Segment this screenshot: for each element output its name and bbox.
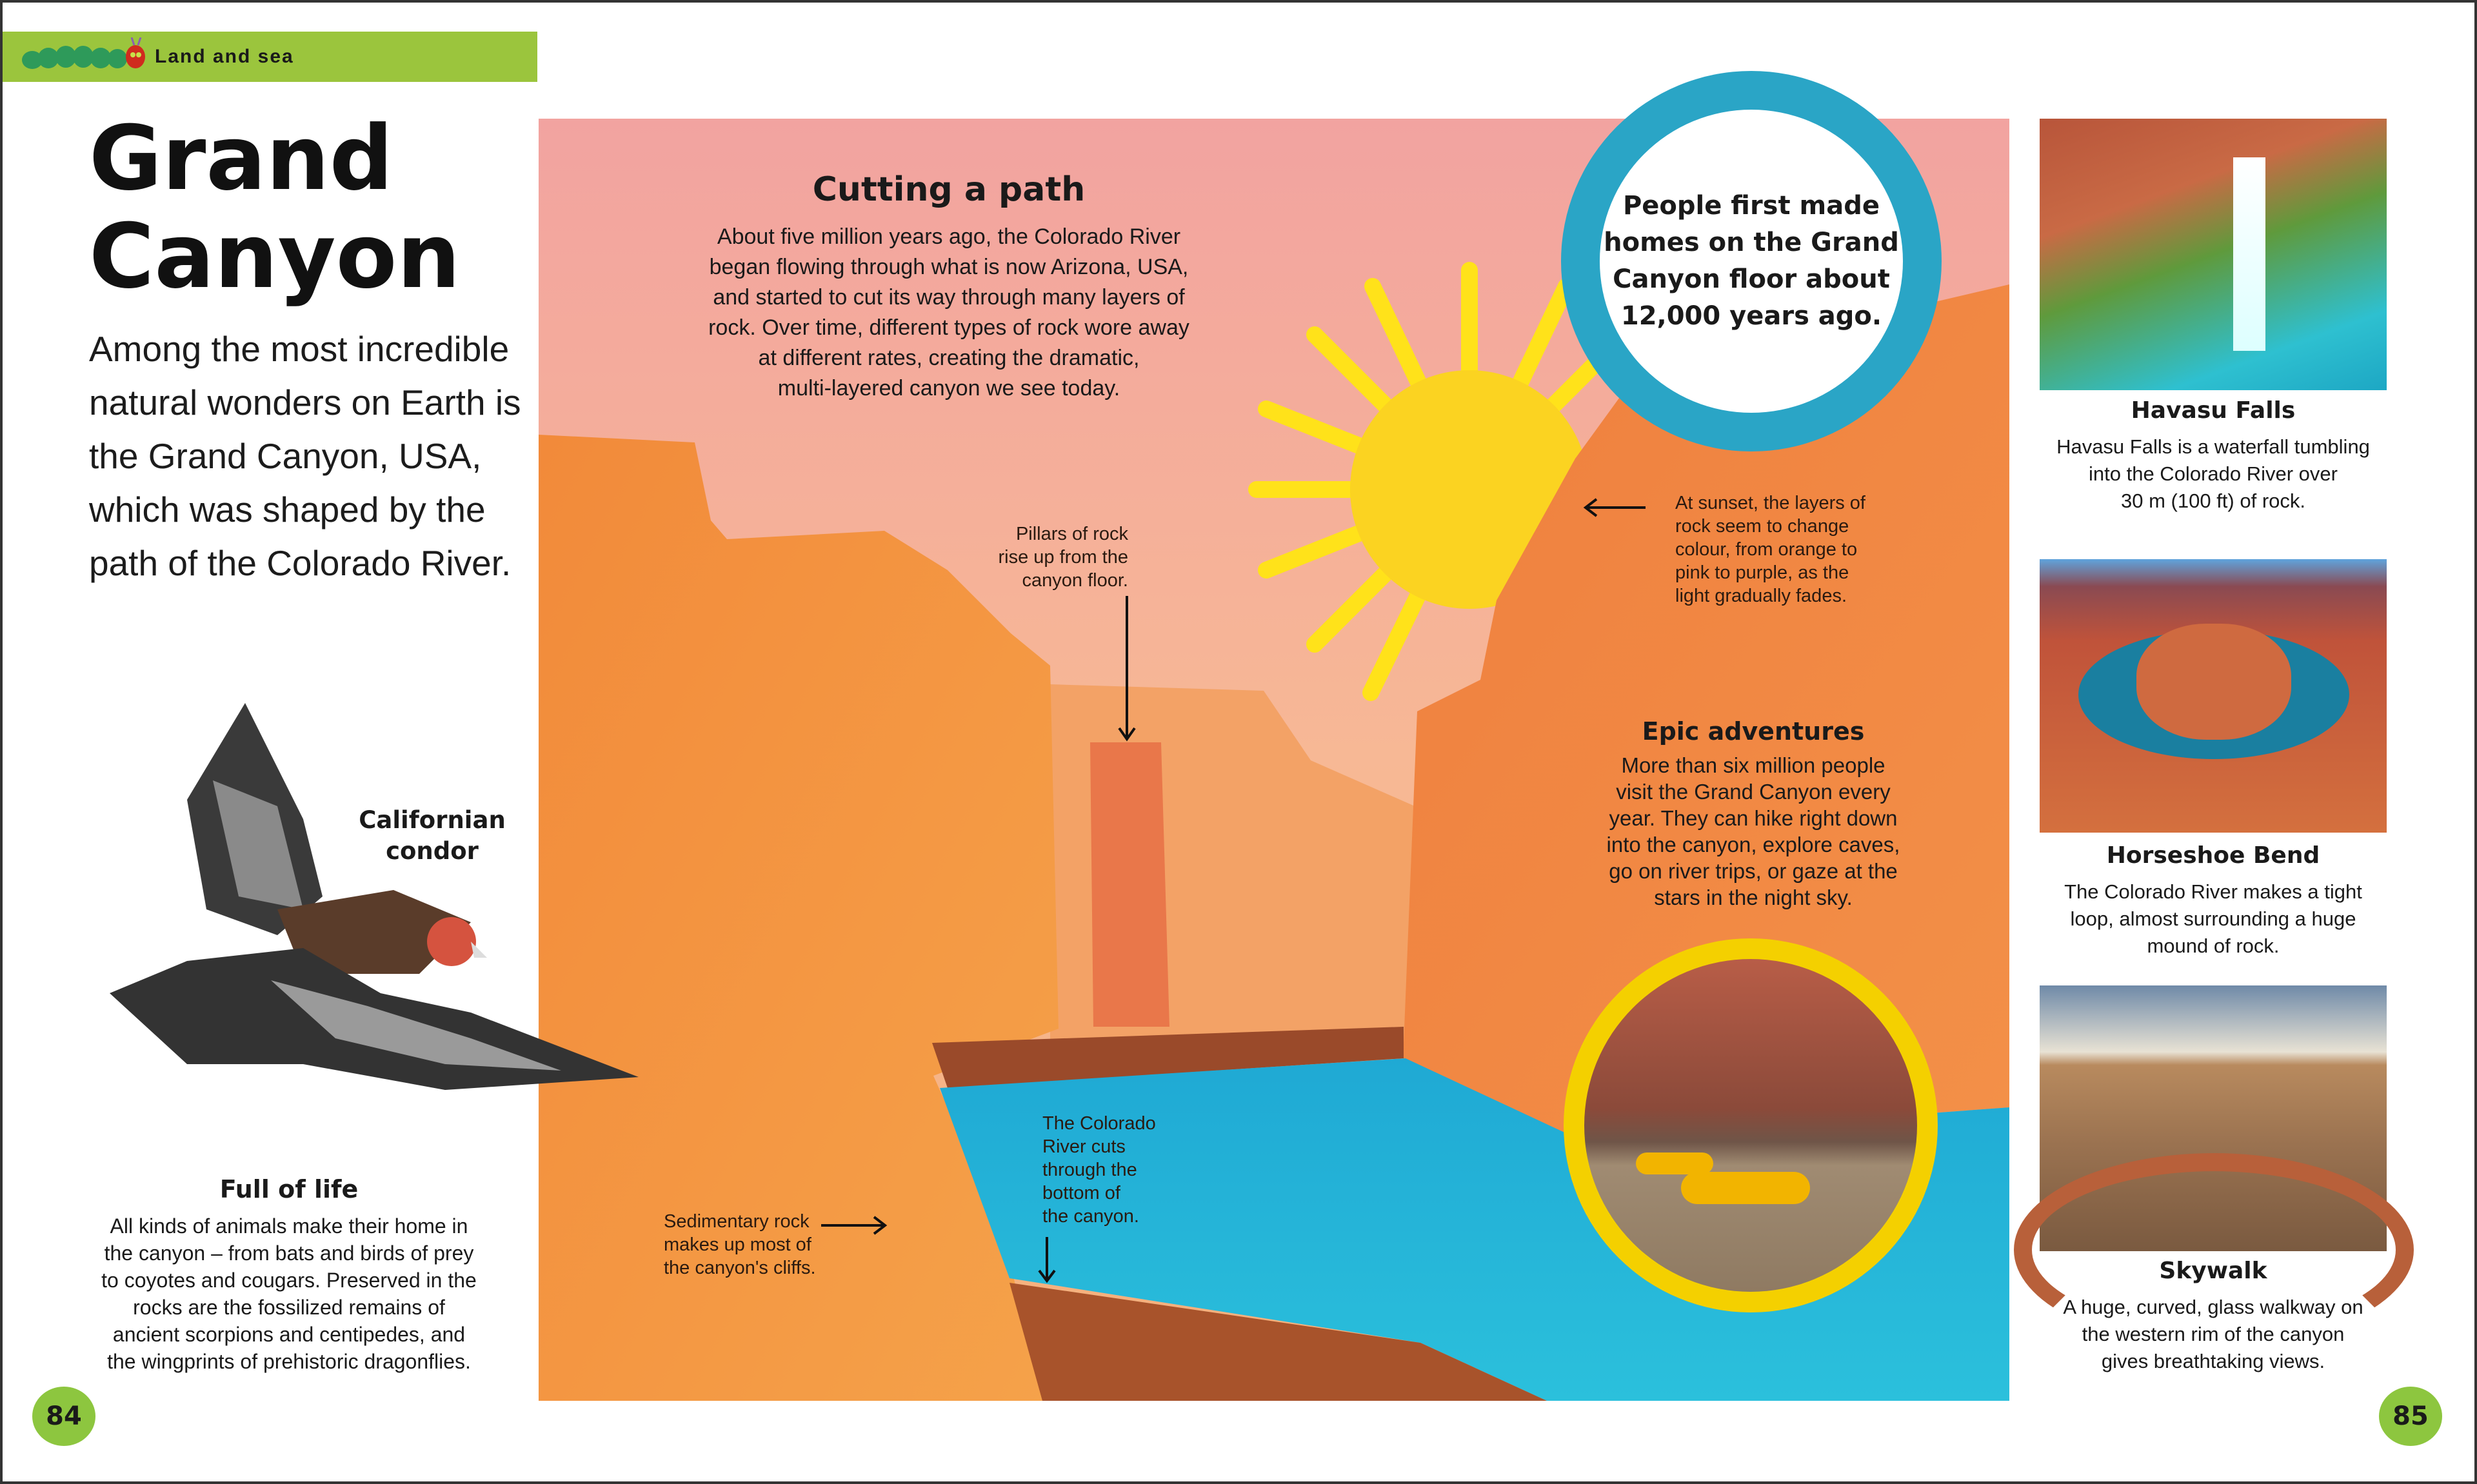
page-title [89, 106, 461, 308]
fact-text: People first made homes on the Grand Canyon floor about 12,000 years ago. [1604, 191, 1899, 331]
photo-caption: The Colorado River makes a tight loop, almost surrounding a huge mound of rock. [2064, 880, 2362, 957]
fact-circle [1561, 71, 1942, 451]
skywalk-photo [2040, 985, 2387, 1251]
photo-caption: A huge, curved, glass walkway on the western rim of the canyon gives breathtaking views. [2063, 1296, 2363, 1372]
full-of-life-text: All kinds of animals make their home in the canyon – from bats and birds of prey to coyotes and cougars. Preserved in the rocks are the fossilized remains of ancient scorpions and centipedes, and the wingprints of prehistoric dragonflies. [101, 1214, 477, 1373]
river-label: The Colorado River cuts through the bottom of the canyon. [1042, 1113, 1156, 1227]
page-number-left: 84 [32, 1387, 95, 1446]
havasu-falls-photo [2040, 119, 2387, 390]
epic-adventures-heading: Epic adventures [1642, 717, 1865, 746]
intro-text: Among the most incredible natural wonders on Earth is the Grand Canyon, USA, which was shaped by the path of the Colorado River. [89, 329, 521, 583]
title-line: Canyon [89, 204, 461, 308]
page-number-right: 85 [2379, 1387, 2442, 1446]
sedimentary-label: Sedimentary rock makes up most of the canyon's cliffs. [664, 1211, 816, 1278]
full-of-life-heading: Full of life [219, 1175, 359, 1203]
photo-heading: Havasu Falls [2131, 397, 2296, 424]
caterpillar-icon [19, 37, 148, 76]
pillars-label: Pillars of rock rise up from the canyon floor. [998, 524, 1128, 591]
cutting-path-heading: Cutting a path [812, 170, 1086, 209]
condor-label: Californian condor [359, 806, 506, 865]
cutting-path-text: About five million years ago, the Colorado River began flowing through what is now Arizona, USA, and started to cut its way through many layers of rock. Over time, different types of rock wore away at different rates, creating the dramatic, multi-layered canyon we see today. [708, 224, 1189, 401]
title-line: Grand [89, 106, 393, 210]
photo-caption: Havasu Falls is a waterfall tumbling into the Colorado River over 30 m (100 ft) of rock. [2056, 435, 2370, 512]
rafting-photo [1584, 959, 1917, 1292]
sunset-label: At sunset, the layers of rock seem to change colour, from orange to pink to purple, as the light gradually fades. [1675, 493, 1865, 606]
rock-pillar [1090, 742, 1169, 1027]
condor-illustration [110, 703, 652, 1142]
horseshoe-bend-photo [2040, 559, 2387, 833]
section-header-bar [0, 32, 537, 82]
photo-heading: Skywalk [2159, 1258, 2267, 1284]
rafting-photo-frame [1564, 938, 1938, 1312]
section-label: Land and sea [155, 46, 294, 67]
epic-adventures-text: More than six million people visit the Grand Canyon every year. They can hike right down into the canyon, explore caves, go on river trips, or gaze at the stars in the night sky. [1606, 753, 1900, 909]
photo-heading: Horseshoe Bend [2106, 842, 2320, 869]
